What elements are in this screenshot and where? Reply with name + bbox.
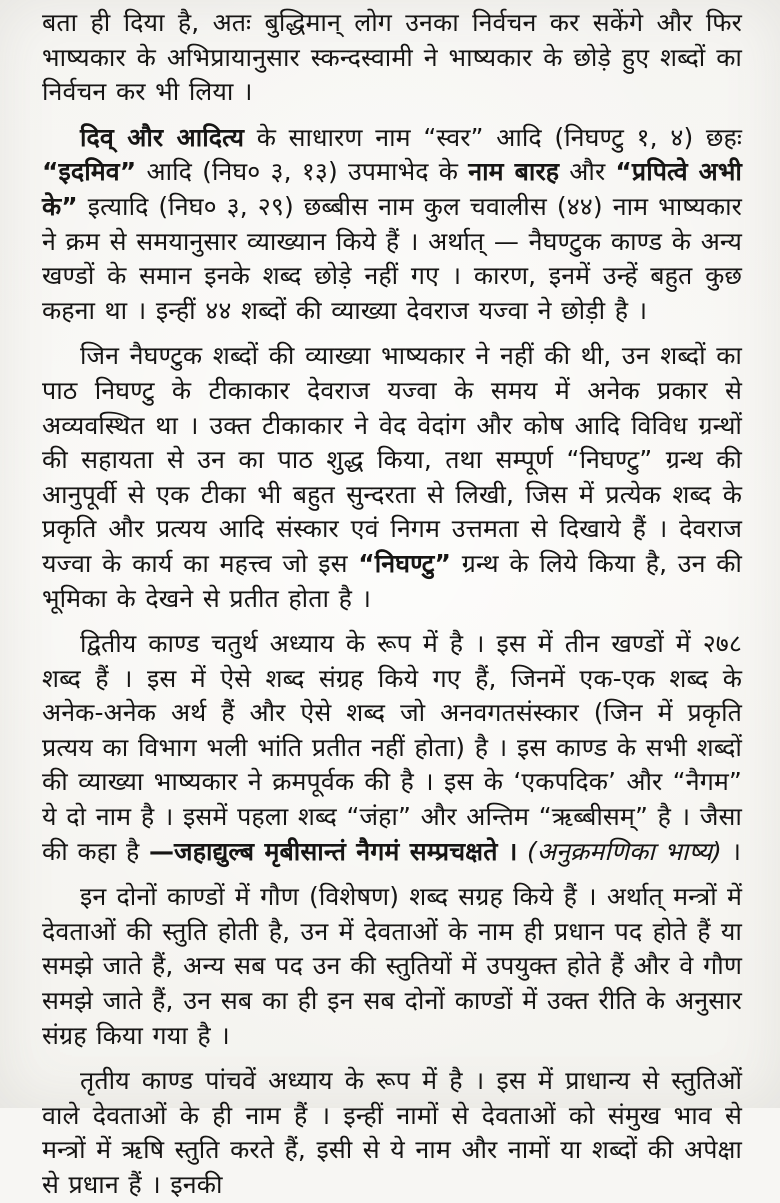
body-text: आदि (निघ० ३, १३) उपमाभेद के: [136, 157, 469, 187]
paragraph: [42, 627, 742, 869]
body-text: [517, 837, 527, 866]
page-content: [42, 6, 742, 1203]
emphasized-text: —जहाद्युल्ब मृबीसान्तं नैगमं सम्प्रचक्षते ।: [148, 836, 518, 866]
body-text: इन दोनों काण्डों में गौण (विशेषण) शब्द सग्रह किये हैं । अर्थात् मन्त्रों में देवताओं की स्तुति होती है, उन में देवताओं के नाम ही प्रधान पद होते हैं या समझे जाते हैं, अन्य सब पद उन की स्तुतियों में उपयुक्त होते हैं और वे गौण समझे जाते हैं, उन सब का ही इन सब दोनों काण्डों में उक्त रीति के अनुसार संग्रह किया गया है ।: [42, 882, 742, 1050]
body-text: के साधारण नाम “स्वर” आदि (निघण्टु १, ४) छहः: [244, 122, 742, 152]
body-text: इत्यादि (निघ० ३, २९) छब्बीस नाम कुल चवालीस (४४) नाम भाष्यकार ने क्रम से समयानुसार व्याख्यान किये हैं । अर्थात् — नैघण्टुक काण्ड के अन्य खण्डों के समान इनके शब्द छोड़े नहीं गए । कारण, इनमें उन्हें बहुत कुछ कहना था । इन्हीं ४४ शब्दों की व्याख्या देवराज यज्वा ने छोड़ी है ।: [42, 191, 742, 325]
paragraph: [42, 880, 742, 1053]
body-text: जिन नैघण्टुक शब्दों की व्याख्या भाष्यकार ने नहीं की थी, उन शब्दों का पाठ निघण्टु के टीकाकार देवराज यज्वा के समय में अनेक प्रकार से अव्यवस्थित था । उक्त टीकाकार ने वेद वेदांग और कोष आदि विविध ग्रन्थों की सहायता से उन का पाठ शुद्ध किया, तथा सम्पूर्ण “निघण्टु” ग्रन्थ की आनुपूर्वी से एक टीका भी बहुत सुन्दरता से लिखी, जिस में प्रत्येक शब्द के प्रकृति और प्रत्यय आदि संस्कार एवं निगम उत्तमता से दिखाये हैं । देवराज यज्वा के कार्य का महत्त्व जो इस: [42, 341, 742, 578]
paragraph: [42, 121, 742, 329]
citation-text: (अनुक्रमणिका भाष्य): [526, 836, 722, 866]
paragraph: [42, 6, 742, 110]
emphasized-text: दिव् और आदित्य: [80, 122, 245, 152]
emphasized-text: नाम बारह: [468, 157, 560, 187]
emphasized-text: “प्रपित्वे अभी के”: [42, 157, 742, 221]
emphasized-text: “इदमिव”: [42, 157, 137, 187]
body-text: बता ही दिया है, अतः बुद्धिमान् लोग उनका निर्वचन कर सकेंगे और फिर भाष्यकार के अभिप्रायानुसार स्कन्दस्वामी ने भाष्यकार के छोड़े हुए शब्दों का निर्वचन कर भी लिया ।: [42, 8, 742, 107]
body-text: द्वितीय काण्ड चतुर्थ अध्याय के रूप में है । इस में तीन खण्डों में २७८ शब्द हैं । इस में ऐसे शब्द संग्रह किये गए हैं, जिनमें एक-एक शब्द के अनेक-अनेक अर्थ हैं और ऐसे शब्द जो अनवगतसंस्कार (जिन में प्रकृति प्रत्यय का विभाग भली भांति प्रतीत नहीं होता) है । इस काण्ड के सभी शब्दों की व्याख्या भाष्यकार ने क्रमपूर्वक की है । इस के ‘एकपदिक’ और “नैगम” ये दो नाम है । इसमें पहला शब्द “जंहा” और अन्तिम “ऋब्बीसम्” है । जैसा की कहा है: [42, 629, 742, 866]
body-text: तृतीय काण्ड पांचवें अध्याय के रूप में है । इस में प्राधान्य से स्तुतिओं वाले देवताओं के ही नाम हैं । इन्हीं नामों से देवताओं को संमुख भाव से मन्त्रों में ऋषि स्तुति करते हैं, इसी से ये नाम और नामों या शब्दों की अपेक्षा से प्रधान हैं । इनकी: [42, 1066, 742, 1199]
body-text: ग्रन्थ के लिये किया है, उन की भूमिका के देखने से प्रतीत होता है ।: [42, 548, 742, 613]
paragraph: [42, 1064, 742, 1202]
paragraph: [42, 339, 742, 616]
body-text: और: [559, 157, 616, 187]
emphasized-text: “निघण्टु”: [358, 548, 452, 578]
body-text: ।: [721, 836, 742, 866]
